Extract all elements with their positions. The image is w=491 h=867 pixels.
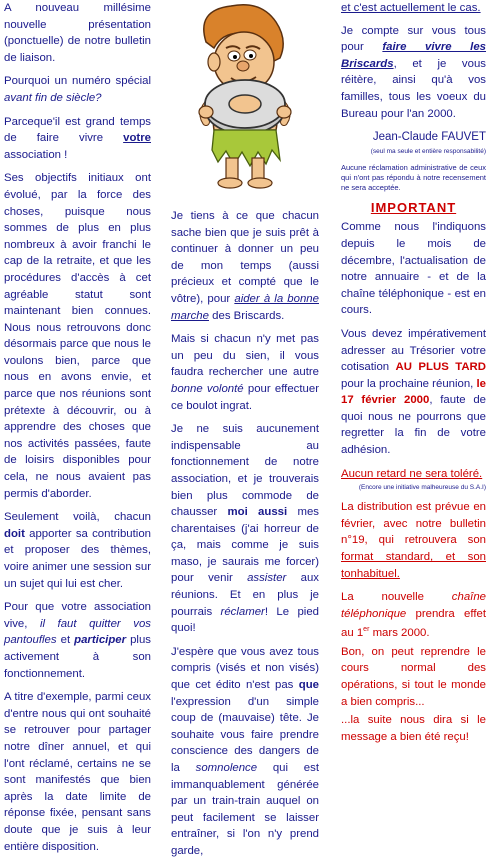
text: Mais si chacun n'y met pas un peu du sien, il vous faudra rechercher une autre	[171, 333, 319, 379]
paragraph-participate	[4, 599, 151, 682]
text: mes charentaises (j'ai horreur de ça, mais comme je suis maso, je saurais me forcer) pour venir	[171, 506, 319, 585]
emphasis-bonne-volonte: bonne volonté	[171, 382, 244, 395]
column-right	[341, 0, 486, 752]
emphasis-bonne-marche: aider à la bonne marche	[171, 292, 319, 322]
no-delay-note: (Encore une initiative malheureuse du S.A.I)	[358, 484, 486, 492]
continued-line: et c'est actuellement le cas.	[341, 2, 481, 14]
emphasis-votre: votre	[123, 132, 151, 145]
emphasis-format: format standard, et son tonhabituel.	[341, 551, 486, 580]
notice-reclamation: Aucune réclamation administrative de ceux qui n'ont pas répondu à notre recensement ne sera acceptée.	[341, 162, 486, 192]
text: pour effectuer ce boulot ingrat.	[171, 382, 319, 412]
text: l'expression d'un simple coup de (mauvaise) tête. Je souhaite vous faire prendre conscience des dangers de la	[171, 695, 319, 774]
no-delay-notice: Aucun retard ne sera toléré.	[341, 467, 483, 480]
paragraph-distribution	[341, 499, 486, 582]
text: , et je vous réitère, ainsi qu'à vos familles, tous les voeux du Bureau pour l'an 2000.	[341, 57, 486, 120]
paragraph-annuaire: Comme nous l'indiquons depuis le mois de décembre, l'actualisation de notre annuaire - et de la chaîne téléphonique - est en cours.	[341, 221, 486, 317]
paragraph-closing: ...la suite nous dira si le message a bien été reçu!	[341, 714, 486, 743]
paragraph-hope	[171, 644, 319, 860]
paragraph-indispensable	[171, 421, 319, 637]
text: Pourquoi un numéro spécial	[4, 75, 151, 88]
text: Parceque'il est grand temps de faire vivre	[4, 115, 151, 145]
text: ! Le pied quoi!	[171, 605, 319, 635]
column-middle	[171, 208, 319, 867]
emphasis-faire-vivre: faire vivre les Briscards	[341, 41, 487, 70]
emphasis-date: le 17 février 2000	[341, 377, 487, 407]
caveman-illustration	[176, 0, 306, 190]
paragraph-because	[4, 114, 151, 164]
text: association !	[4, 148, 68, 161]
emphasis-pantoufles: il faut quitter vos pantoufles	[4, 617, 151, 647]
text: plus activement à son fonctionnement.	[4, 634, 151, 680]
text: et	[56, 634, 75, 647]
emphasis-chaine: chaîne téléphonique	[341, 591, 486, 620]
text: des Briscards.	[208, 309, 285, 322]
text: , faute de quoi nous ne pourrons que regretter la fin de votre adhésion.	[341, 394, 487, 457]
text: prendra effet au 1	[341, 607, 486, 640]
paragraph-chaine	[341, 589, 486, 642]
text: aux réunions. Et en plus je pourrais	[171, 572, 319, 618]
text: Je tiens à ce que chacun sache bien que je suis prêt à continuer à donner un peu de mon temps (aussi précieux et compté que le vôtre), pour	[171, 210, 319, 305]
text: La nouvelle	[341, 591, 452, 604]
paragraph-cotisation	[341, 326, 486, 459]
text: pour la prochaine réunion,	[341, 377, 477, 390]
emphasis-assister: assister	[247, 572, 287, 585]
paragraph-resume: Bon, on peut reprendre le cours normal des opérations, si tout le monde a bien compris...	[341, 645, 486, 708]
text: La distribution est prévue en février, avec notre bulletin n°19, qui retrouvera son	[341, 501, 486, 547]
emphasis-doit: doit	[4, 527, 25, 540]
important-heading: IMPORTANT	[370, 199, 457, 215]
paragraph-goodwill	[171, 331, 319, 414]
signature: Jean-Claude FAUVET	[372, 131, 486, 144]
paragraph-count-on-you	[341, 23, 486, 123]
paragraph-objectives: Ses objectifs initiaux ont évolué, par la force des choses, puisque nous sommes de plus en plus nombreux à avoir franchi le cap de la retraite, et que les procédures d'accès à cet agréable statut sont maintenant bien connues. Nous nous retrouvons donc désormais parce que nous le voulons bien, parce que nous en avons envie, et parce que nos réunions sont prétexte à découvrir, ou à apprendre des choses que nos activités passées, faute de loisirs disponibles pour cela, ne nous avaient pas permis d'aborder.	[4, 172, 151, 500]
text: Seulement voilà, chacun	[4, 511, 151, 524]
emphasis-somnolence: somnolence	[195, 762, 258, 774]
text: qui est immanquablement générée par un train-train auquel on peut facilement se laisser entraîner, si l'on n'y prend garde,	[171, 762, 319, 857]
text: Je ne suis aucunement indispensable au fonctionnement de notre association, et je trouverais bien plus commode de chausser	[171, 423, 319, 519]
emphasis-reclamer: réclamer	[220, 605, 265, 618]
paragraph-example: A titre d'exemple, parmi ceux d'entre nous qui ont souhaité se retrouver pour partager notre dîner annuel, et qui l'ont réclamé, certains ne se sont manifestés que bien après la date limite de réponse fixée, pensant sans doute que je suis à leur entière disposition.	[4, 691, 151, 853]
text: Vous devez impérativement adresser au Trésorier votre cotisation	[341, 327, 486, 374]
paragraph-why	[4, 73, 151, 106]
signature-note: (seul ma seule et entière responsabilité)	[370, 147, 486, 155]
text: apporter sa contribution et proposer des thèmes, voire animer une session sur un sujet qui lui est cher.	[4, 527, 151, 590]
paragraph-contribution	[4, 509, 151, 592]
paragraph-time	[171, 208, 319, 324]
intro-paragraph: A nouveau millésime nouvelle présentation (ponctuelle) de notre bulletin de liaison.	[4, 2, 151, 64]
emphasis-participer: participer	[74, 634, 127, 647]
superscript: er	[363, 626, 370, 634]
column-left	[4, 0, 151, 862]
text: Je compte sur vous tous pour	[341, 24, 486, 54]
emphasis-au-plus-tard: AU PLUS TARD	[395, 361, 486, 374]
emphasis-que: que	[298, 679, 319, 692]
emphasis-moi-aussi: moi aussi	[227, 506, 288, 519]
text: Pour que votre association vive,	[4, 601, 151, 630]
text: mars 2000.	[369, 627, 430, 640]
emphasis: avant fin de siècle?	[4, 91, 102, 104]
text: J'espère que vous avez tous compris (visés et non visés) que cet édito n'est pas	[171, 645, 319, 692]
